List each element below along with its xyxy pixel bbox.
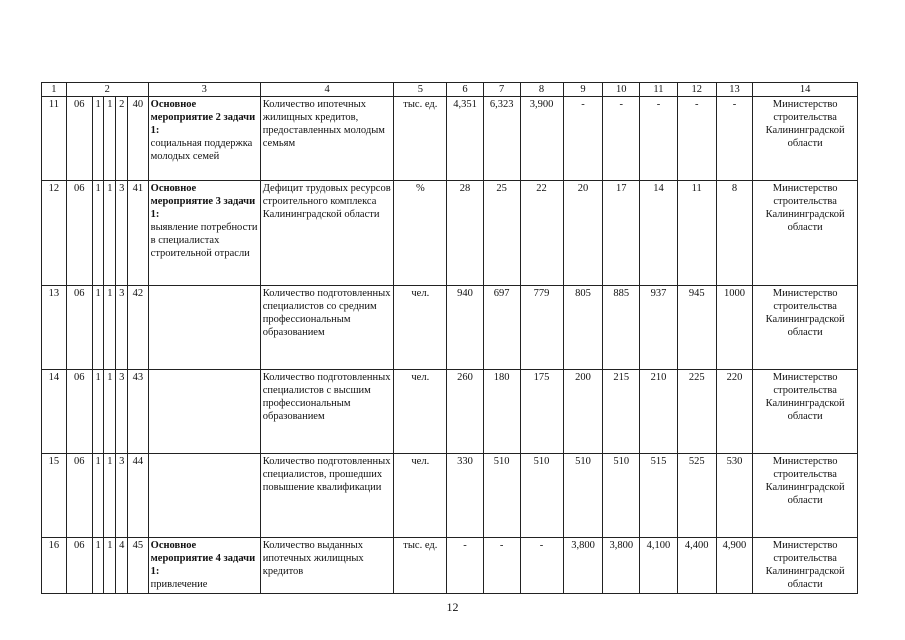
unit-cell: % bbox=[394, 181, 447, 286]
code-cell: 3 bbox=[116, 181, 128, 286]
indicators-table bbox=[41, 82, 858, 594]
header-cell: 8 bbox=[520, 83, 563, 97]
value-cell: 940 bbox=[447, 286, 484, 370]
code-cell: 1 bbox=[92, 370, 104, 454]
unit-cell: чел. bbox=[394, 370, 447, 454]
unit-cell: тыс. ед. bbox=[394, 538, 447, 594]
value-cell: 885 bbox=[603, 286, 640, 370]
value-cell: 210 bbox=[640, 370, 678, 454]
code-cell: 06 bbox=[66, 286, 92, 370]
value-cell: 215 bbox=[603, 370, 640, 454]
value-cell: 515 bbox=[640, 454, 678, 538]
value-cell: 22 bbox=[520, 181, 563, 286]
value-cell: 3,800 bbox=[563, 538, 603, 594]
header-cell: 9 bbox=[563, 83, 603, 97]
responsible-cell: Министерство строительства Калининградской области bbox=[753, 538, 858, 594]
table-row bbox=[42, 181, 858, 286]
header-cell: 14 bbox=[753, 83, 858, 97]
value-cell: 937 bbox=[640, 286, 678, 370]
code-cell: 1 bbox=[104, 454, 116, 538]
responsible-cell: Министерство строительства Калининградской области bbox=[753, 181, 858, 286]
code-cell: 1 bbox=[104, 286, 116, 370]
value-cell: 11 bbox=[677, 181, 716, 286]
code-cell: 1 bbox=[92, 97, 104, 181]
code-cell: 3 bbox=[116, 370, 128, 454]
measure-description: привлечение bbox=[150, 579, 208, 590]
indicator-cell: Количество подготовленных специалистов с высшим профессиональным образованием bbox=[260, 370, 394, 454]
responsible-cell: Министерство строительства Калининградской области bbox=[753, 370, 858, 454]
unit-cell: чел. bbox=[394, 286, 447, 370]
responsible-cell: Министерство строительства Калининградской области bbox=[753, 97, 858, 181]
code-cell: 3 bbox=[116, 286, 128, 370]
code-cell: 1 bbox=[92, 181, 104, 286]
value-cell: 330 bbox=[447, 454, 484, 538]
code-cell: 1 bbox=[104, 370, 116, 454]
value-cell: - bbox=[447, 538, 484, 594]
value-cell: 220 bbox=[716, 370, 753, 454]
value-cell: - bbox=[716, 97, 753, 181]
header-cell: 13 bbox=[716, 83, 753, 97]
value-cell: 180 bbox=[483, 370, 520, 454]
value-cell: - bbox=[677, 97, 716, 181]
table-row bbox=[42, 97, 858, 181]
code-cell: 43 bbox=[128, 370, 148, 454]
value-cell: 14 bbox=[640, 181, 678, 286]
value-cell: 525 bbox=[677, 454, 716, 538]
page-number: 12 bbox=[446, 600, 459, 614]
table-row bbox=[42, 286, 858, 370]
header-cell: 10 bbox=[603, 83, 640, 97]
value-cell: 3,900 bbox=[520, 97, 563, 181]
code-cell: 42 bbox=[128, 286, 148, 370]
value-cell: - bbox=[563, 97, 603, 181]
code-cell: 06 bbox=[66, 454, 92, 538]
row-number-cell: 16 bbox=[42, 538, 67, 594]
value-cell: 805 bbox=[563, 286, 603, 370]
value-cell: - bbox=[640, 97, 678, 181]
measure-cell bbox=[148, 370, 260, 454]
measure-title: Основное мероприятие 2 задачи 1: bbox=[150, 99, 256, 136]
header-cell: 2 bbox=[66, 83, 148, 97]
value-cell: 20 bbox=[563, 181, 603, 286]
value-cell: 4,100 bbox=[640, 538, 678, 594]
code-cell: 1 bbox=[92, 538, 104, 594]
indicator-cell: Количество выданных ипотечных жилищных кредитов bbox=[260, 538, 394, 594]
value-cell: 779 bbox=[520, 286, 563, 370]
table-row bbox=[42, 370, 858, 454]
value-cell: 1000 bbox=[716, 286, 753, 370]
code-cell: 1 bbox=[104, 181, 116, 286]
code-cell: 06 bbox=[66, 370, 92, 454]
value-cell: 200 bbox=[563, 370, 603, 454]
value-cell: 697 bbox=[483, 286, 520, 370]
measure-title: Основное мероприятие 3 задачи 1: bbox=[150, 183, 256, 220]
value-cell: 510 bbox=[563, 454, 603, 538]
value-cell: 6,323 bbox=[483, 97, 520, 181]
value-cell: 945 bbox=[677, 286, 716, 370]
header-cell: 5 bbox=[394, 83, 447, 97]
header-cell: 11 bbox=[640, 83, 678, 97]
value-cell: 4,351 bbox=[447, 97, 484, 181]
indicator-cell: Дефицит трудовых ресурсов строительного комплекса Калининградской области bbox=[260, 181, 394, 286]
value-cell: 510 bbox=[520, 454, 563, 538]
unit-cell: тыс. ед. bbox=[394, 97, 447, 181]
unit-cell: чел. bbox=[394, 454, 447, 538]
indicator-cell: Количество ипотечных жилищных кредитов, предоставленных молодым семьям bbox=[260, 97, 394, 181]
code-cell: 1 bbox=[104, 538, 116, 594]
value-cell: - bbox=[603, 97, 640, 181]
indicator-cell: Количество подготовленных специалистов со средним профессиональным образованием bbox=[260, 286, 394, 370]
measure-cell bbox=[148, 286, 260, 370]
row-number-cell: 11 bbox=[42, 97, 67, 181]
code-cell: 44 bbox=[128, 454, 148, 538]
code-cell: 06 bbox=[66, 538, 92, 594]
code-cell: 1 bbox=[104, 97, 116, 181]
row-number-cell: 14 bbox=[42, 370, 67, 454]
header-cell: 12 bbox=[677, 83, 716, 97]
measure-description: выявление потребности в специалистах строительной отрасли bbox=[150, 222, 258, 259]
value-cell: 510 bbox=[603, 454, 640, 538]
indicator-cell: Количество подготовленных специалистов, прошедших повышение квалификации bbox=[260, 454, 394, 538]
code-cell: 06 bbox=[66, 181, 92, 286]
value-cell: 225 bbox=[677, 370, 716, 454]
value-cell: 175 bbox=[520, 370, 563, 454]
row-number-cell: 15 bbox=[42, 454, 67, 538]
value-cell: - bbox=[520, 538, 563, 594]
code-cell: 4 bbox=[116, 538, 128, 594]
header-row bbox=[42, 83, 858, 97]
value-cell: 260 bbox=[447, 370, 484, 454]
measure-cell bbox=[148, 538, 260, 594]
value-cell: - bbox=[483, 538, 520, 594]
value-cell: 17 bbox=[603, 181, 640, 286]
code-cell: 2 bbox=[116, 97, 128, 181]
header-cell: 7 bbox=[483, 83, 520, 97]
value-cell: 510 bbox=[483, 454, 520, 538]
value-cell: 3,800 bbox=[603, 538, 640, 594]
code-cell: 06 bbox=[66, 97, 92, 181]
code-cell: 40 bbox=[128, 97, 148, 181]
value-cell: 4,400 bbox=[677, 538, 716, 594]
value-cell: 530 bbox=[716, 454, 753, 538]
code-cell: 41 bbox=[128, 181, 148, 286]
table-body bbox=[42, 97, 858, 594]
code-cell: 1 bbox=[92, 286, 104, 370]
row-number-cell: 12 bbox=[42, 181, 67, 286]
measure-cell bbox=[148, 181, 260, 286]
value-cell: 28 bbox=[447, 181, 484, 286]
measure-cell bbox=[148, 454, 260, 538]
row-number-cell: 13 bbox=[42, 286, 67, 370]
code-cell: 1 bbox=[92, 454, 104, 538]
header-cell: 1 bbox=[42, 83, 67, 97]
table-row bbox=[42, 454, 858, 538]
header-cell: 3 bbox=[148, 83, 260, 97]
measure-description: социальная поддержка молодых семей bbox=[150, 138, 253, 162]
value-cell: 4,900 bbox=[716, 538, 753, 594]
header-cell: 4 bbox=[260, 83, 394, 97]
responsible-cell: Министерство строительства Калининградской области bbox=[753, 454, 858, 538]
header-cell: 6 bbox=[447, 83, 484, 97]
measure-title: Основное мероприятие 4 задачи 1: bbox=[150, 540, 256, 577]
table-row bbox=[42, 538, 858, 594]
value-cell: 25 bbox=[483, 181, 520, 286]
value-cell: 8 bbox=[716, 181, 753, 286]
code-cell: 3 bbox=[116, 454, 128, 538]
measure-cell bbox=[148, 97, 260, 181]
responsible-cell: Министерство строительства Калининградской области bbox=[753, 286, 858, 370]
code-cell: 45 bbox=[128, 538, 148, 594]
